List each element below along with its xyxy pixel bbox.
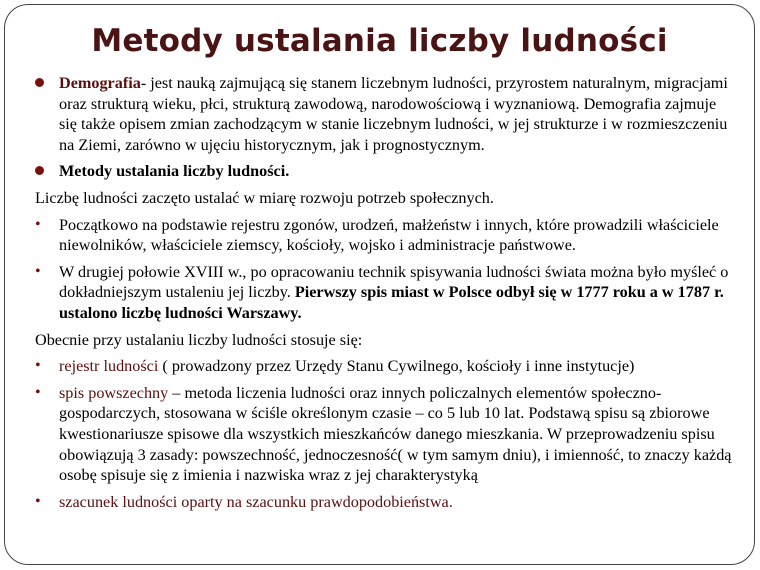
term-szacunek: szacunek ludności oparty na szacunku prawdopodobieństwa. (59, 492, 453, 511)
bullet-metody-heading (35, 161, 735, 182)
bullet-small-icon: • (35, 357, 41, 375)
bullet-small-icon: • (35, 262, 41, 280)
bullet-demografia (35, 73, 735, 155)
xviii-bold-text: Pierwszy spis miast w Polsce odbył się w 1777 roku a w 1787 r. ustalono liczbę ludności Warszawy. (59, 283, 724, 322)
rejestr-text: ( prowadzony przez Urzędy Stanu Cywilnego, kościoły i inne instytucje) (158, 357, 635, 376)
bullet-small-icon: • (35, 215, 41, 233)
obecnie-paragraph: Obecnie przy ustalaniu liczby ludności stosuje się: (35, 330, 363, 349)
bullet-small-icon: • (35, 492, 41, 510)
term-spis: spis powszechny (59, 383, 169, 402)
intro-paragraph: Liczbę ludności zaczęto ustalać w miarę rozwoju potrzeb społecznych. (35, 188, 494, 207)
term-rejestr: rejestr ludności (59, 357, 159, 376)
term-demografia: Demografia (59, 74, 141, 92)
slide-title: Metody ustalania liczby ludności (91, 23, 668, 59)
poczatkowo-text: Początkowo na podstawie rejestru zgonów, urodzeń, małżeństw i innych, które prowadzili właściciele niewolników, właściciele ziemscy, kościoły, wojsko i administracje państwowe. (59, 215, 719, 255)
spis-text: – metoda liczenia ludności oraz innych policzalnych elementów społeczno-gospodarczych, stosowana w ściśle określonym czasie – co 5 lub 10 lat. Podstawą spisu są zbiorowe kwestionariusze spisowe dla wszystkich mieszkańców danego mieszkania. W przeprowadzeniu spisu obowiązują 3 zasady: powszechność, jednoczesność( w tym samym dniu), i imienność, to znaczy każdą osobę spisuje się z imienia i nazwiska wraz z jej charakterystyką (59, 383, 732, 485)
bullet-dot-icon (35, 78, 44, 87)
bullet-small-icon: • (35, 383, 41, 401)
slide-content (35, 73, 735, 512)
bullet-rejestr (35, 356, 735, 377)
bullet-spis (35, 383, 735, 486)
bullet-xviii (35, 262, 735, 324)
xviii-text: W drugiej połowie XVIII w., po opracowaniu technik spisywania ludności świata można było myśleć o dokładniejszym ustaleniu jej liczby. (59, 262, 729, 302)
bullet-poczatkowo (35, 215, 735, 256)
metody-heading: Metody ustalania liczby ludności. (59, 162, 290, 181)
bullet-szacunek (35, 492, 735, 513)
demografia-definition: - jest nauką zajmującą się stanem liczebnym ludności, przyrostem naturalnym, migracjami oraz strukturą wieku, płci, strukturą zawodową, narodowościową i wyznaniową. Demografia zajmuje się także opisem zmian zachodzącym w stanie liczebnym ludności, w jej strukturze i w rozmieszczeniu na Ziemi, zarówno w ujęciu historycznym, jak i prognostycznym. (59, 74, 728, 154)
slide-frame (4, 4, 755, 565)
bullet-dot-icon (35, 166, 44, 175)
